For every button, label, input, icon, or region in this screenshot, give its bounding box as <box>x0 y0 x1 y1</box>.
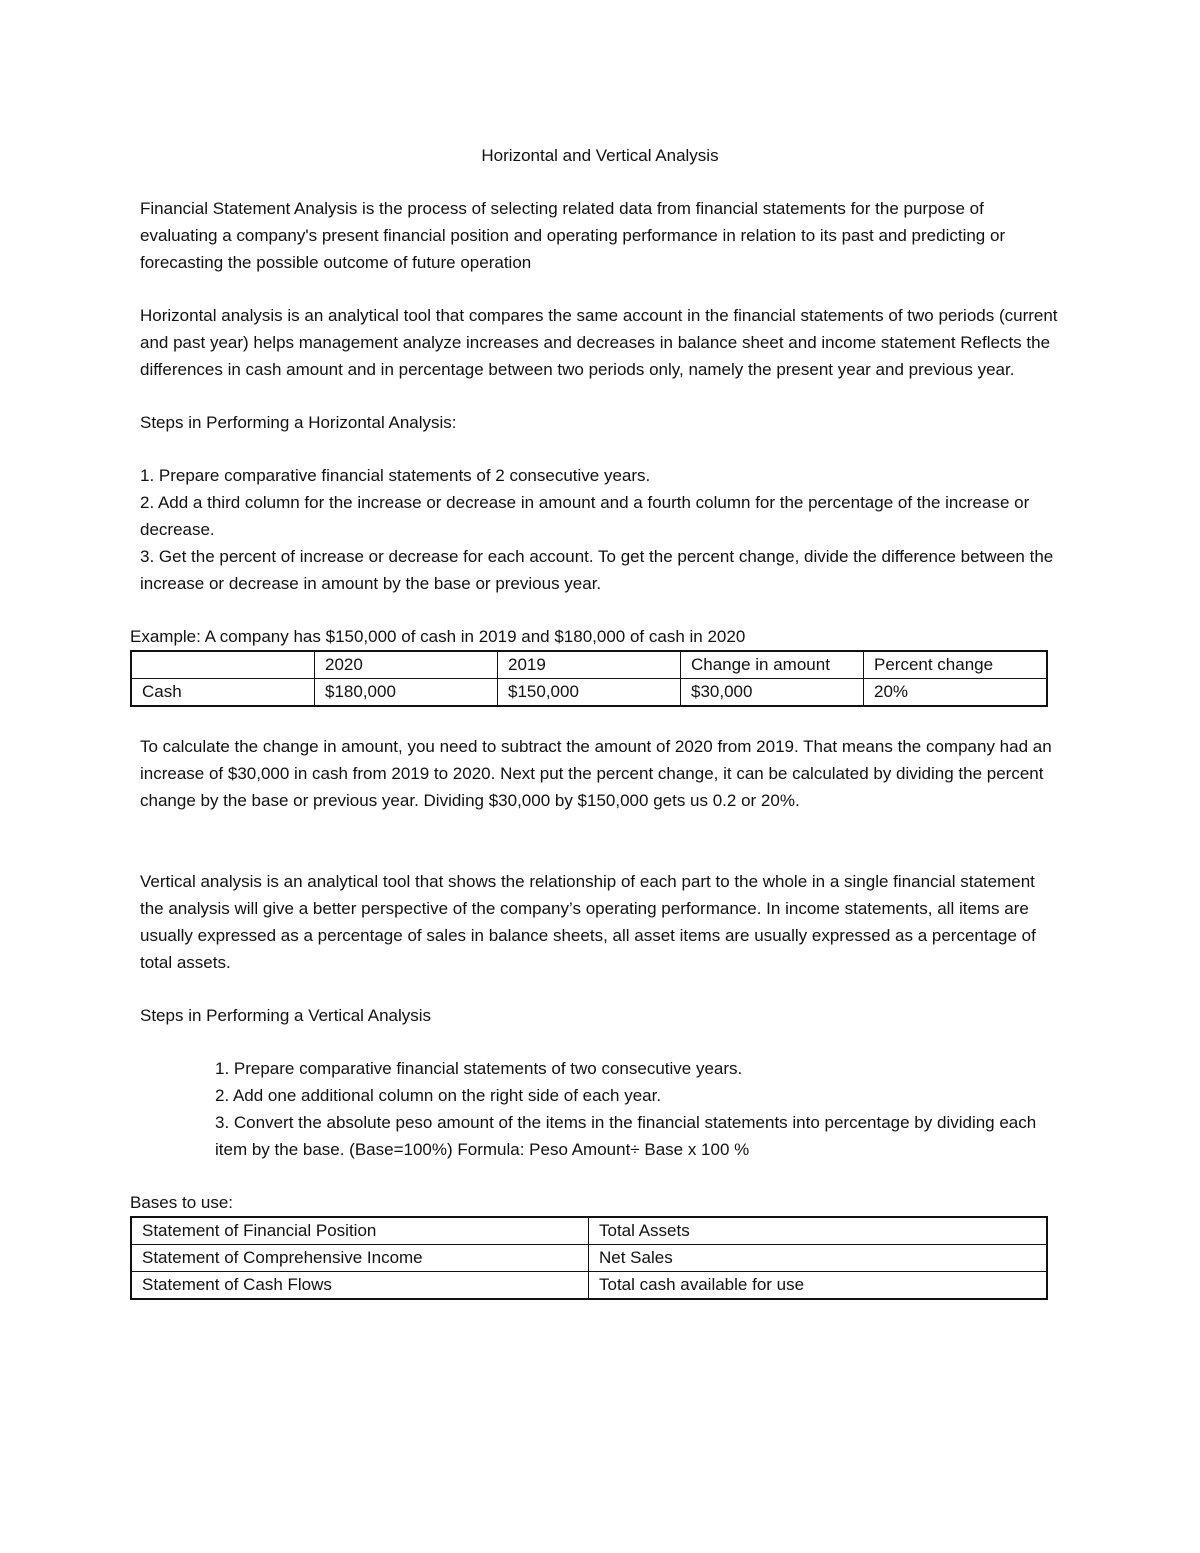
vertical-definition: Vertical analysis is an analytical tool that shows the relationship of each part to the whole in a single financial statement the analysis will give a better perspective of the company’s operating performance. In income statements, all items are usually expressed as a percentage of sales in balance sheets, all asset items are usually expressed as a percentage of total assets. <box>140 872 1036 972</box>
table-cell: $180,000 <box>315 679 498 707</box>
table-cell: Total Assets <box>589 1217 1048 1245</box>
bases-table <box>130 1216 1048 1300</box>
table-cell: $30,000 <box>681 679 864 707</box>
table-cell: Statement of Cash Flows <box>131 1272 589 1300</box>
list-item: 2. Add one additional column on the right side of each year. <box>215 1086 662 1105</box>
table-cell: Statement of Comprehensive Income <box>131 1245 589 1272</box>
example-table <box>130 650 1048 707</box>
list-item: 3. Convert the absolute peso amount of the items in the financial statements into percentage by dividing each item by the base. (Base=100%) Formula: Peso Amount÷ Base x 100 % <box>215 1113 1037 1159</box>
document-title: Horizontal and Vertical Analysis <box>481 146 719 165</box>
table-row <box>131 1217 1047 1245</box>
table-cell: Change in amount <box>681 651 864 679</box>
table-cell: 2020 <box>315 651 498 679</box>
list-item: 1. Prepare comparative financial statements of two consecutive years. <box>215 1059 743 1078</box>
table-cell: 20% <box>864 679 1048 707</box>
vertical-steps-heading: Steps in Performing a Vertical Analysis <box>140 1006 432 1025</box>
table-cell: Net Sales <box>589 1245 1048 1272</box>
table-cell: $150,000 <box>498 679 681 707</box>
intro-paragraph: Financial Statement Analysis is the process of selecting related data from financial statements for the purpose of evaluating a company's present financial position and operating performance in relation to its past and predicting or forecasting the possible outcome of future operation <box>140 199 1006 272</box>
horizontal-steps-heading: Steps in Performing a Horizontal Analysis: <box>140 413 457 432</box>
table-row <box>131 1245 1047 1272</box>
table-row <box>131 1272 1047 1300</box>
vertical-steps-list <box>140 1055 1060 1163</box>
table-cell: Cash <box>131 679 315 707</box>
document-page <box>130 142 1060 1300</box>
table-header-row <box>131 651 1047 679</box>
list-item: 3. Get the percent of increase or decrease for each account. To get the percent change, divide the difference between the increase or decrease in amount by the base or previous year. <box>140 547 1054 593</box>
table-row <box>131 679 1047 707</box>
table-cell: Percent change <box>864 651 1048 679</box>
list-item: 1. Prepare comparative financial statements of 2 consecutive years. <box>140 466 651 485</box>
table-cell <box>131 651 315 679</box>
table-cell: Statement of Financial Position <box>131 1217 589 1245</box>
calculation-paragraph: To calculate the change in amount, you need to subtract the amount of 2020 from 2019. That means the company had an increase of $30,000 in cash from 2019 to 2020. Next put the percent change, it can be calculated by dividing the percent change by the base or previous year. Dividing $30,000 by $150,000 gets us 0.2 or 20%. <box>140 737 1052 810</box>
horizontal-definition: Horizontal analysis is an analytical tool that compares the same account in the financial statements of two periods (current and past year) helps management analyze increases and decreases in balance sheet and income statement Reflects the differences in cash amount and in percentage between two periods only, namely the present year and previous year. <box>140 306 1058 379</box>
example-label: Example: A company has $150,000 of cash in 2019 and $180,000 of cash in 2020 <box>130 627 746 646</box>
table-cell: 2019 <box>498 651 681 679</box>
list-item: 2. Add a third column for the increase or decrease in amount and a fourth column for the percentage of the increase or decrease. <box>140 493 1030 539</box>
table-cell: Total cash available for use <box>589 1272 1048 1300</box>
bases-label: Bases to use: <box>130 1193 234 1212</box>
horizontal-steps-list <box>140 462 1060 597</box>
